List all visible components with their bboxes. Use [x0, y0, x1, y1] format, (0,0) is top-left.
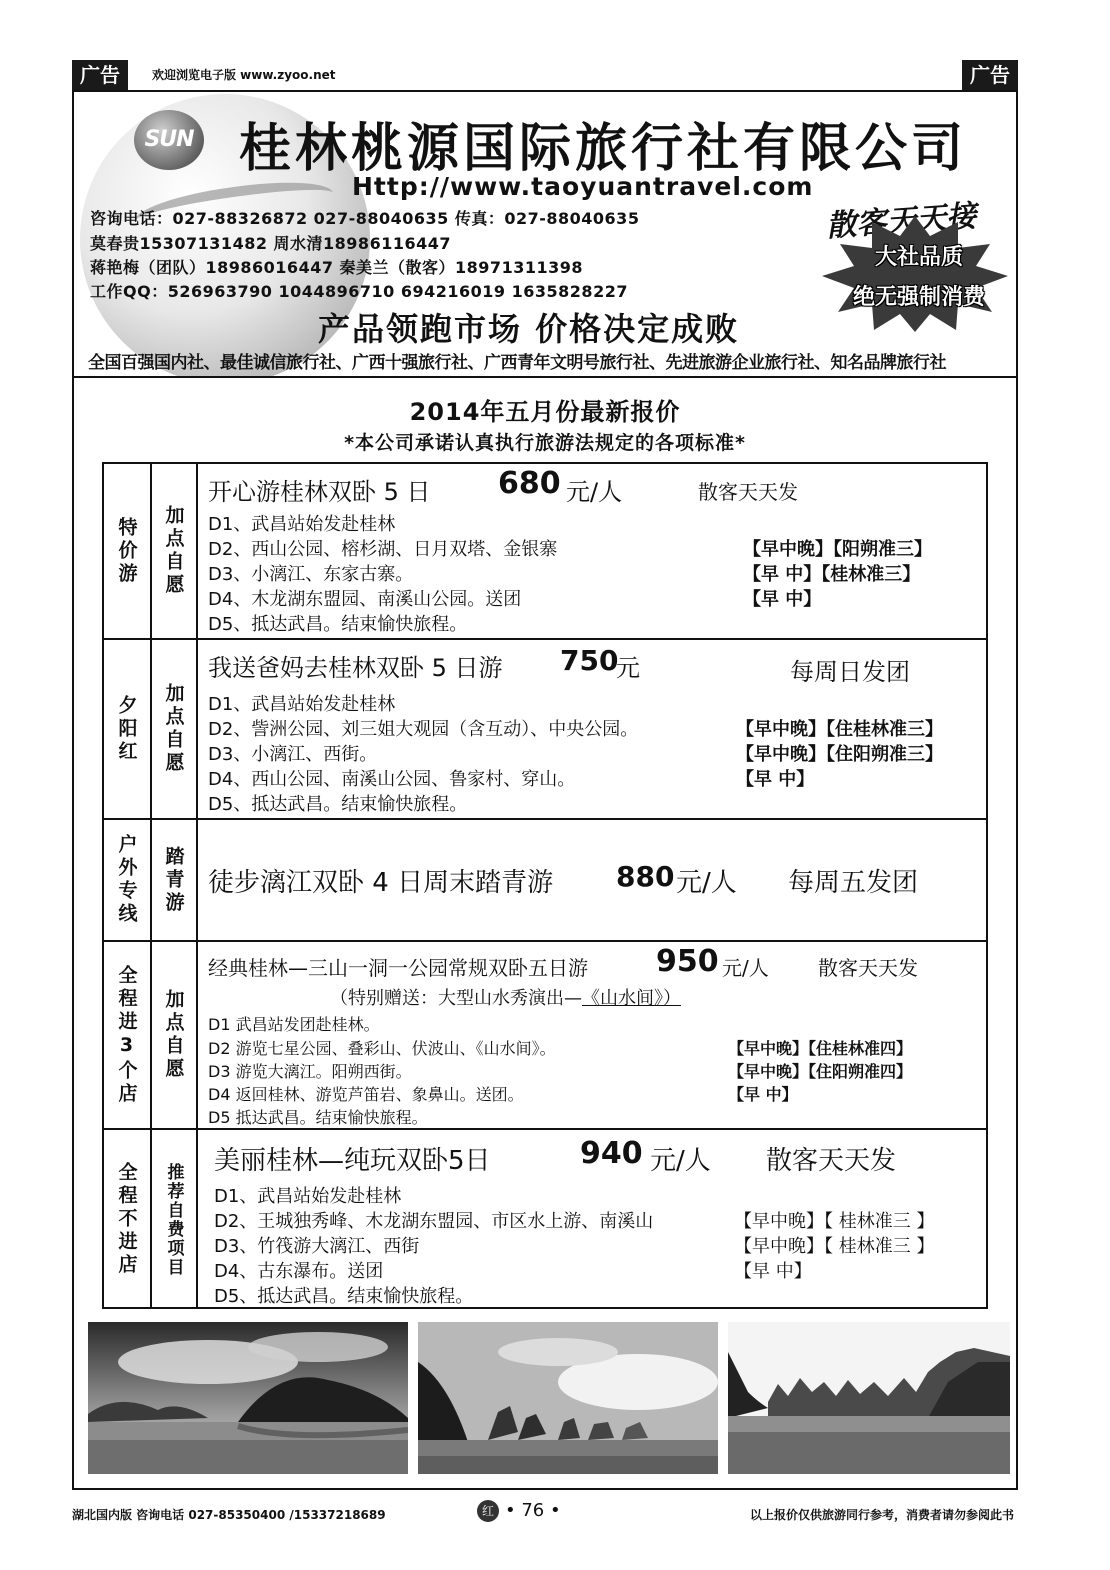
tour-meal: 【早中晚】【住阳朔准四】 — [728, 1062, 913, 1081]
top-bar — [72, 60, 1018, 90]
tour-day: D2 游览七星公园、叠彩山、伏波山、《山水间》。 — [208, 1039, 556, 1058]
footer-left: 湖北国内版 咨询电话 027-85350400 /15337218689 — [72, 1508, 386, 1522]
tour-meal: 【早中晚】【 桂林准三 】 — [734, 1211, 935, 1232]
edition-badge: 红 — [477, 1500, 499, 1522]
tour-table — [102, 462, 988, 1309]
tour-meal: 【早中晚】【住桂林准三】 — [736, 719, 943, 740]
tour-price-unit: 元/人 — [566, 478, 623, 506]
tour-title: 经典桂林—三山一洞一公园常规双卧五日游 — [208, 956, 588, 980]
footer-disclaimer: 以上报价仅供旅游同行参考，消费者请勿参阅此书 — [749, 1508, 1014, 1522]
scenery-photo — [88, 1322, 408, 1474]
tour-day: D1、武昌站始发赴桂林 — [208, 694, 396, 715]
tour-content — [208, 640, 986, 818]
tour-departure: 每周五发团 — [788, 868, 919, 898]
slogan-handwritten: 散客天天接 — [825, 198, 978, 245]
tour-tag: 加点自愿 — [152, 640, 198, 818]
tour-row — [104, 942, 986, 1130]
tour-day: D5、抵达武昌。结束愉快旅程。 — [208, 794, 468, 815]
contact-line: 工作QQ：526963790 1044896710 694216019 1635828227 — [90, 282, 628, 301]
tour-departure: 每周日发团 — [790, 658, 910, 686]
motto: 产品领跑市场 价格决定成败 — [318, 310, 740, 348]
tour-meal: 【早中晚】【住阳朔准三】 — [736, 744, 943, 765]
tour-category: 特价游 — [104, 464, 152, 638]
tour-tag: 加点自愿 — [152, 464, 198, 638]
tour-departure: 散客天天发 — [766, 1146, 897, 1176]
tour-price-unit: 元/人 — [650, 1146, 711, 1176]
tour-price: 880 — [616, 860, 675, 893]
tour-departure: 散客天天发 — [818, 956, 918, 980]
contact-line: 咨询电话：027-88326872 027-88040635 传真：027-88040635 — [90, 209, 640, 228]
tour-day: D1、武昌站始发赴桂林 — [214, 1186, 402, 1207]
tour-category: 户外专线 — [104, 820, 152, 940]
tour-meal: 【早 中】【桂林准三】 — [743, 564, 921, 585]
tour-tag: 踏青游 — [152, 820, 198, 940]
tour-price: 940 — [580, 1136, 643, 1171]
tour-gift: （特别赠送：大型山水秀演出—《山水间》） — [330, 988, 681, 1009]
tour-day: D2、王城独秀峰、木龙湖东盟园、市区水上游、南溪山 — [214, 1211, 654, 1232]
tour-tag: 加点自愿 — [152, 942, 198, 1128]
tour-day: D4、古东瀑布。送团 — [214, 1261, 384, 1282]
tour-meal: 【早 中】 — [734, 1261, 812, 1282]
tour-price-unit: 元/人 — [722, 956, 769, 980]
company-header — [74, 92, 1016, 378]
tour-category: 全程进3个店 — [104, 942, 152, 1128]
tour-category: 夕阳红 — [104, 640, 152, 818]
tour-content — [208, 942, 986, 1128]
contact-line: 蒋艳梅（团队）18986016447 秦美兰（散客）18971311398 — [90, 258, 583, 277]
tour-day: D1 武昌站发团赴桂林。 — [208, 1015, 380, 1034]
tour-price-unit: 元/人 — [676, 868, 737, 898]
tour-tag: 推荐自费项目 — [152, 1130, 198, 1309]
scenery-photo — [728, 1322, 1010, 1474]
tour-day: D1、武昌站始发赴桂林 — [208, 514, 396, 535]
tour-day: D4、木龙湖东盟园、南溪山公园。送团 — [208, 589, 522, 610]
tour-day: D4、西山公园、南溪山公园、鲁家村、穿山。 — [208, 769, 576, 790]
tour-title: 开心游桂林双卧 5 日 — [208, 478, 431, 506]
page-number: 红 • 76 • — [477, 1500, 561, 1522]
company-url: Http://www.taoyuantravel.com — [352, 172, 814, 201]
tour-meal: 【早中晚】【阳朔准三】 — [743, 539, 932, 560]
tour-price: 750 — [560, 644, 619, 677]
tour-meal: 【早中晚】【 桂林准三 】 — [734, 1236, 935, 1257]
ad-label-left: 广告 — [72, 60, 128, 90]
tour-day: D3、小漓江、东家古寨。 — [208, 564, 414, 585]
company-name: 桂林桃源国际旅行社有限公司 — [239, 119, 968, 179]
starburst-icon — [820, 214, 1010, 334]
company-logo: SUN — [134, 110, 204, 170]
tour-day: D3、竹筏游大漓江、西街 — [214, 1236, 420, 1257]
tour-day: D3 游览大漓江。阳朔西街。 — [208, 1062, 412, 1081]
tour-day: D2、西山公园、榕杉湖、日月双塔、金银寨 — [208, 539, 558, 560]
pricing-title: 2014年五月份最新报价 — [409, 398, 681, 426]
tour-day: D5、抵达武昌。结束愉快旅程。 — [208, 614, 468, 635]
tour-meal: 【早中晚】【住桂林准四】 — [728, 1039, 913, 1058]
tour-title: 徒步漓江双卧 4 日周末踏青游 — [208, 868, 554, 898]
welcome-text: 欢迎浏览电子版 www.zyoo.net — [152, 68, 336, 82]
tour-day: D4 返回桂林、游览芦笛岩、象鼻山。送团。 — [208, 1085, 524, 1104]
tour-row — [104, 640, 986, 820]
pricing-subtitle: *本公司承诺认真执行旅游法规定的各项标准* — [344, 432, 746, 454]
tour-day: D5、抵达武昌。结束愉快旅程。 — [214, 1286, 474, 1307]
badge-line: 大社品质 — [874, 245, 963, 270]
contact-line: 莫春贵15307131482 周水清18986116447 — [90, 234, 451, 253]
tour-meal: 【早 中】 — [728, 1085, 798, 1104]
tour-day: D3、小漓江、西街。 — [208, 744, 378, 765]
badge-line: 绝无强制消费 — [852, 285, 985, 310]
tour-row — [104, 820, 986, 942]
tour-title: 我送爸妈去桂林双卧 5 日游 — [208, 654, 503, 682]
page-footer — [72, 1500, 1018, 1530]
ad-frame — [72, 90, 1018, 1490]
tour-price-unit: 元 — [616, 654, 640, 682]
tour-departure: 散客天天发 — [698, 480, 798, 504]
scenery-photo — [418, 1322, 718, 1474]
tour-meal: 【早 中】 — [736, 769, 815, 790]
tour-title: 美丽桂林—纯玩双卧5日 — [214, 1146, 491, 1176]
tour-row — [104, 464, 986, 640]
tour-content — [208, 464, 986, 638]
awards-line: 全国百强国内社、最佳诚信旅行社、广西十强旅行社、广西青年文明号旅行社、先进旅游企业旅行社、知名品牌旅行社 — [88, 353, 946, 373]
tour-day: D5 抵达武昌。结束愉快旅程。 — [208, 1108, 428, 1127]
tour-row — [104, 1130, 986, 1309]
tour-category: 全程不进店 — [104, 1130, 152, 1309]
tour-day: D2、訾洲公园、刘三姐大观园（含互动）、中央公园。 — [208, 719, 639, 740]
ad-label-right: 广告 — [962, 60, 1018, 90]
tour-price: 680 — [498, 466, 561, 501]
tour-content — [208, 820, 986, 940]
tour-content — [208, 1130, 986, 1309]
tour-meal: 【早 中】 — [743, 589, 822, 610]
tour-price: 950 — [656, 944, 719, 979]
